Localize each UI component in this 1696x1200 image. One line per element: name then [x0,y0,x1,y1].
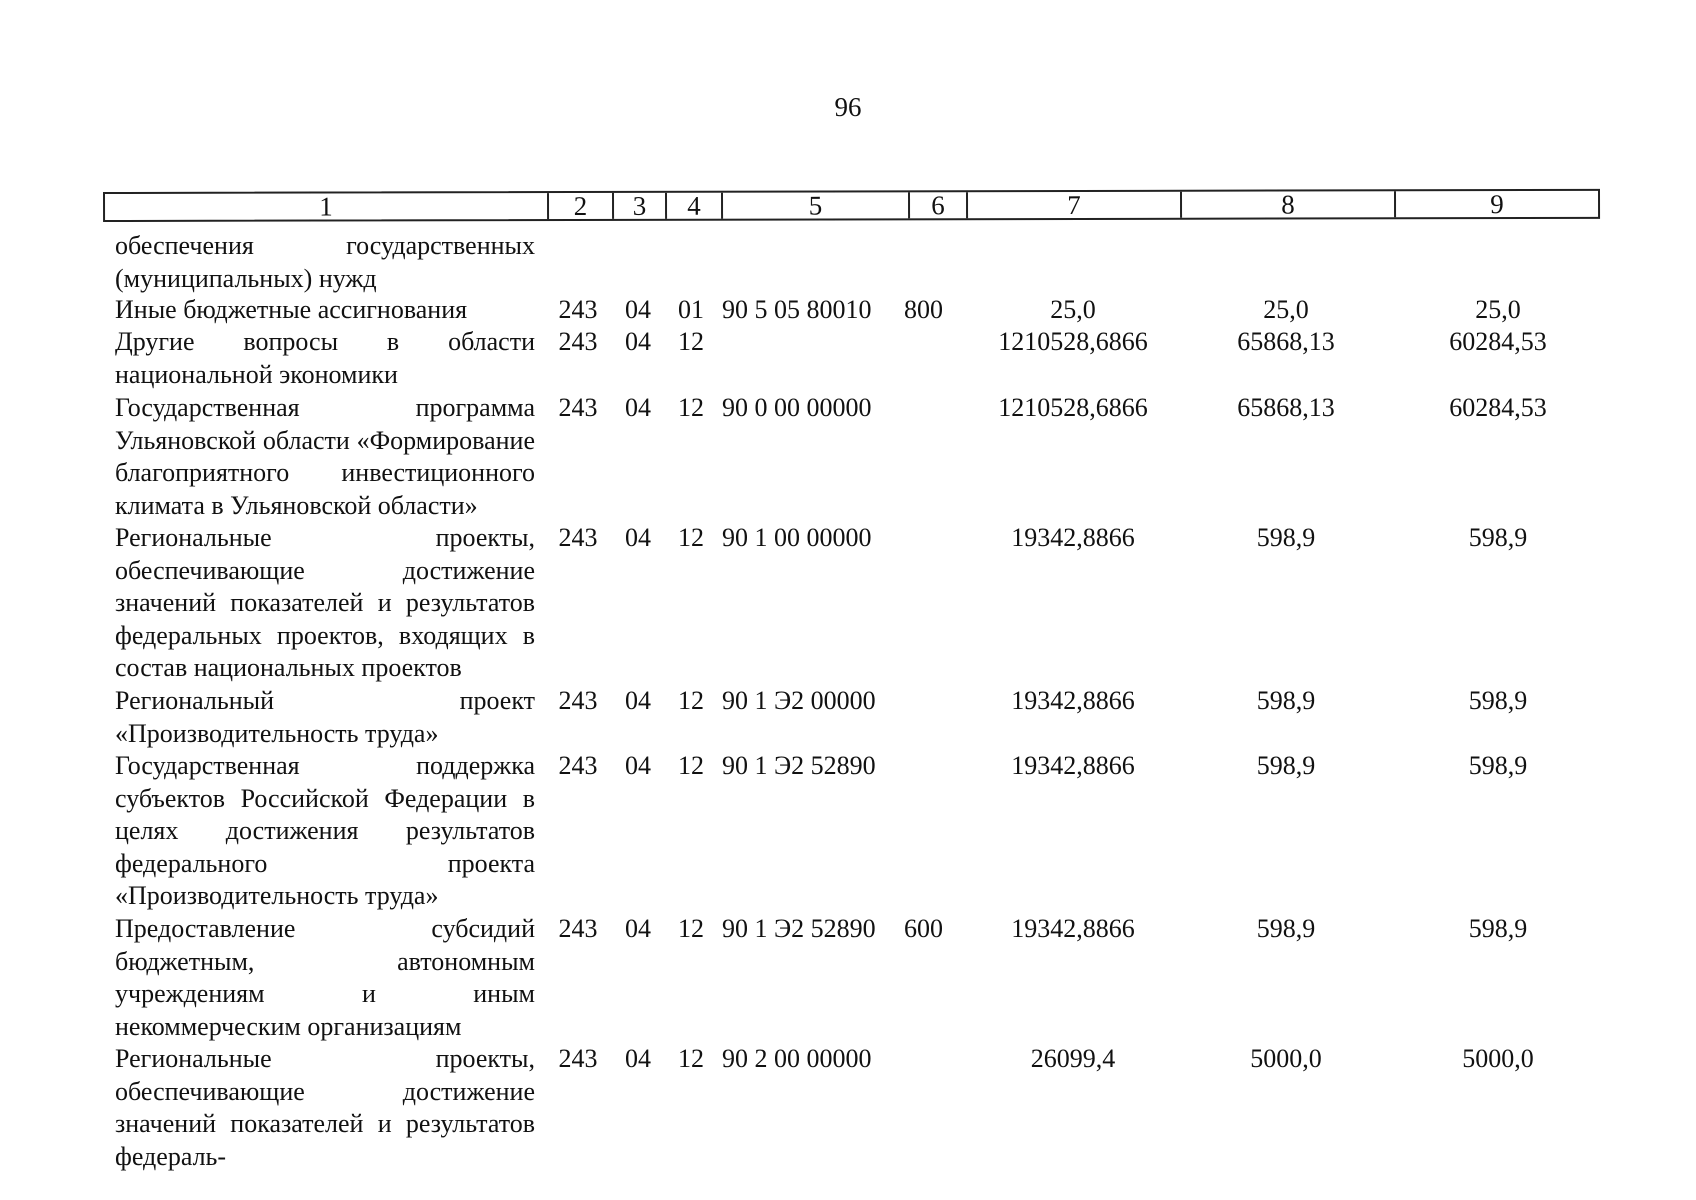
row-amount-col8: 65868,13 [1237,327,1335,356]
row-code-subsection: 12 [678,686,704,715]
header-cell-8: 8 [1180,191,1394,217]
row-amount-col9: 60284,53 [1449,393,1547,422]
row-name: Региональный проект «Производительность труда» [115,686,535,748]
row-amount-col8: 598,9 [1256,914,1316,943]
header-cell-7: 7 [966,192,1180,218]
row-amount-col8: 598,9 [1256,523,1316,552]
row-code-target: 90 1 Э2 52890 [722,914,876,943]
row-code-target: 90 0 00 00000 [722,393,872,422]
row-name: Государственная программа Ульяновской области «Формирование благоприятного инвестиционного климата в Ульяновской области» [115,393,535,520]
row-name: Региональные проекты, обеспечивающие достижение значений показателей и результатов федеральных проектов, входящих в состав национальных проектов [115,523,535,682]
row-code-ministry: 243 [558,327,598,356]
row-code-target: 90 1 00 00000 [722,523,872,552]
row-amount-col9: 25,0 [1475,295,1521,324]
row-code-section: 04 [625,751,651,780]
row-code-target: 90 1 Э2 00000 [722,686,876,715]
row-code-section: 04 [625,914,651,943]
header-cell-9: 9 [1394,191,1598,217]
row-amount-col7: 26099,4 [1030,1044,1116,1073]
row-name: Региональные проекты, обеспечивающие достижение значений показателей и результатов федераль- [115,1044,535,1171]
header-cell-5: 5 [721,192,908,218]
row-code-subsection: 12 [678,751,704,780]
row-code-subsection: 12 [678,393,704,422]
row-code-target: 90 2 00 00000 [722,1044,872,1073]
row-code-subsection: 01 [678,295,704,324]
row-code-subsection: 12 [678,1044,704,1073]
header-cell-4: 4 [665,193,721,219]
row-name: Другие вопросы в области национальной экономики [115,327,535,389]
row-amount-col7: 19342,8866 [1011,686,1135,715]
row-code-section: 04 [625,523,651,552]
row-code-ministry: 243 [558,914,598,943]
row-code-ministry: 243 [558,686,598,715]
row-name: Государственная поддержка субъектов Российской Федерации в целях достижения результатов федерального проекта «Производительность труда» [115,751,535,910]
row-amount-col8: 598,9 [1256,751,1316,780]
row-amount-col9: 60284,53 [1449,327,1547,356]
row-amount-col7: 25,0 [1050,295,1096,324]
row-code-expense-type: 600 [904,914,943,943]
table-header [103,189,1600,222]
row-code-section: 04 [625,327,651,356]
row-name: обеспечения государственных (муниципальных) нужд [115,231,535,293]
header-cell-6: 6 [908,192,966,218]
row-amount-col7: 19342,8866 [1011,751,1135,780]
row-amount-col8: 25,0 [1263,295,1309,324]
row-amount-col9: 598,9 [1468,523,1528,552]
header-cell-1: 1 [319,191,333,222]
row-code-subsection: 12 [678,914,704,943]
row-amount-col8: 5000,0 [1250,1044,1322,1073]
row-code-section: 04 [625,1044,651,1073]
row-code-subsection: 12 [678,327,704,356]
page-number: 96 [834,92,862,122]
row-amount-col9: 598,9 [1468,751,1528,780]
row-code-ministry: 243 [558,295,598,324]
row-amount-col9: 598,9 [1468,686,1528,715]
row-code-section: 04 [625,393,651,422]
row-code-target: 90 5 05 80010 [722,295,872,324]
header-cell-2: 2 [547,193,612,219]
row-code-expense-type: 800 [904,295,943,324]
row-code-target: 90 1 Э2 52890 [722,751,876,780]
row-code-section: 04 [625,686,651,715]
row-name: Иные бюджетные ассигнования [115,295,468,324]
row-code-section: 04 [625,295,651,324]
row-code-ministry: 243 [558,523,598,552]
row-amount-col9: 5000,0 [1462,1044,1534,1073]
row-name: Предоставление субсидий бюджетным, автономным учреждениям и иным некоммерческим организациям [115,914,535,1041]
row-amount-col7: 1210528,6866 [998,327,1148,356]
row-amount-col7: 1210528,6866 [998,393,1148,422]
row-amount-col9: 598,9 [1468,914,1528,943]
row-code-ministry: 243 [558,393,598,422]
row-amount-col7: 19342,8866 [1011,914,1135,943]
header-cell-3: 3 [612,193,665,219]
row-code-ministry: 243 [558,1044,598,1073]
row-amount-col8: 65868,13 [1237,393,1335,422]
row-code-subsection: 12 [678,523,704,552]
row-amount-col8: 598,9 [1256,686,1316,715]
row-amount-col7: 19342,8866 [1011,523,1135,552]
row-code-ministry: 243 [558,751,598,780]
